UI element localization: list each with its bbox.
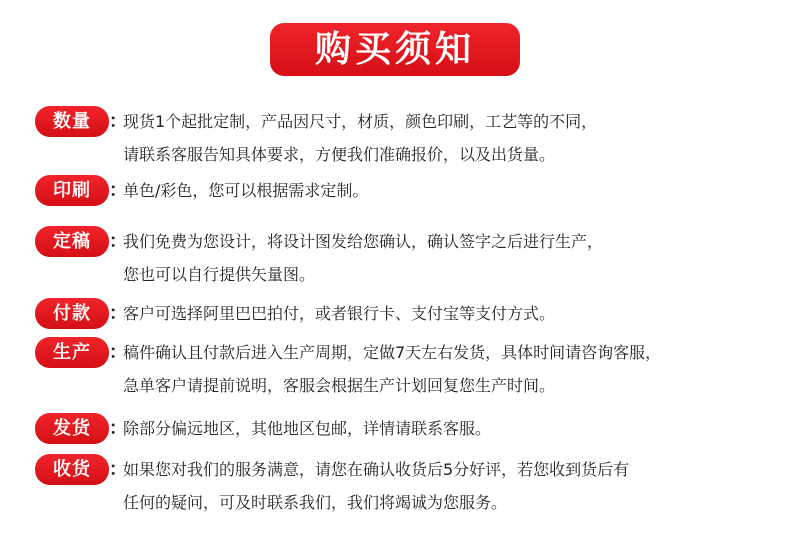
- section-text-payment: [119, 297, 785, 330]
- section-line: 如果您对我们的服务满意，请您在确认收货后5分好评，若您收到货后有: [123, 460, 630, 479]
- section-line: 任何的疑问，可及时联系我们，我们将竭诚为您服务。: [123, 493, 508, 512]
- section-colon: ：: [109, 459, 127, 480]
- section-colon: ：: [109, 180, 127, 201]
- section-text-receipt: [119, 453, 785, 519]
- section-production: [35, 336, 785, 402]
- title-area: [0, 23, 790, 76]
- section-text-quantity: [119, 105, 785, 171]
- section-label-printing: 印刷: [35, 175, 109, 206]
- section-colon: ：: [109, 303, 127, 324]
- section-receipt: [35, 453, 785, 519]
- section-colon: ：: [109, 111, 127, 132]
- section-printing: [35, 174, 785, 207]
- section-line: 现货1个起批定制，产品因尺寸，材质，颜色印刷，工艺等的不同，: [123, 112, 598, 131]
- section-text-production: [119, 336, 785, 402]
- section-colon: ：: [109, 418, 127, 439]
- section-label-draft: 定稿: [35, 226, 109, 257]
- section-payment: [35, 297, 785, 330]
- section-line: 您也可以自行提供矢量图。: [123, 265, 316, 284]
- section-label-quantity: 数量: [35, 106, 109, 137]
- section-label-payment: 付款: [35, 298, 109, 329]
- section-colon: ：: [109, 231, 127, 252]
- section-text-printing: [119, 174, 785, 207]
- section-line: 急单客户请提前说明，客服会根据生产计划回复您生产时间。: [123, 376, 556, 395]
- page-title: 购买须知: [270, 23, 520, 76]
- section-colon: ：: [109, 342, 127, 363]
- section-shipping: [35, 412, 785, 445]
- section-draft: [35, 225, 785, 291]
- section-quantity: [35, 105, 785, 171]
- section-label-shipping: 发货: [35, 413, 109, 444]
- section-text-draft: [119, 225, 785, 291]
- section-line: 单色/彩色，您可以根据需求定制。: [123, 181, 369, 200]
- section-line: 请联系客服告知具体要求，方便我们准确报价，以及出货量。: [123, 145, 556, 164]
- section-text-shipping: [119, 412, 785, 445]
- section-label-receipt: 收货: [35, 454, 109, 485]
- section-line: 客户可选择阿里巴巴拍付，或者银行卡、支付宝等支付方式。: [123, 304, 556, 323]
- section-line: 稿件确认且付款后进入生产周期，定做7天左右发货，具体时间请咨询客服，: [123, 343, 662, 362]
- section-label-production: 生产: [35, 337, 109, 368]
- section-line: 除部分偏远地区，其他地区包邮，详情请联系客服。: [123, 419, 492, 438]
- section-line: 我们免费为您设计，将设计图发给您确认，确认签字之后进行生产，: [123, 232, 604, 251]
